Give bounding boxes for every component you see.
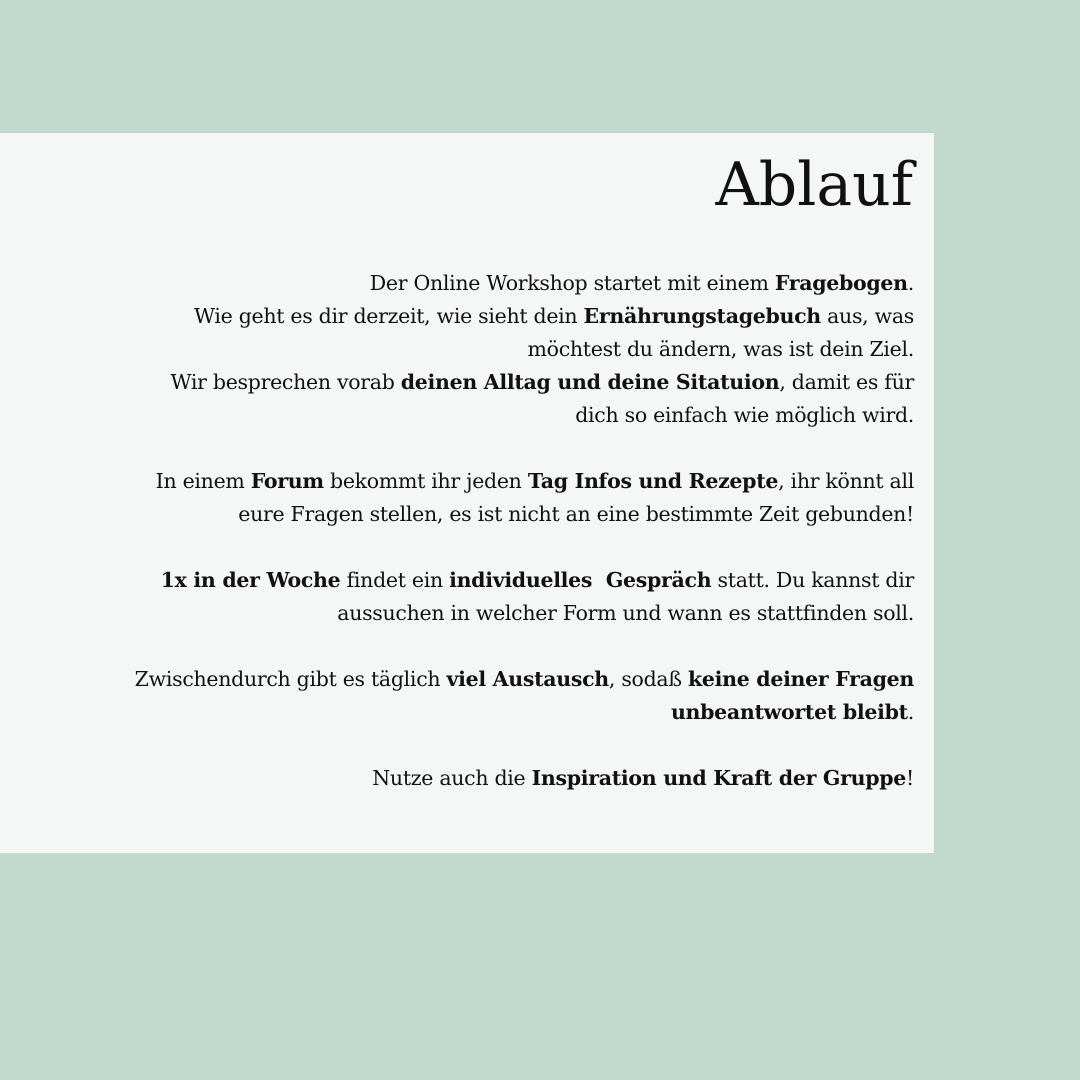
- text-run: Wie geht es dir derzeit, wie sieht dein: [193, 304, 584, 328]
- text-run: , sodaß: [608, 667, 688, 691]
- text-line: [34, 366, 914, 399]
- paragraph-weekly-talk: [34, 564, 914, 630]
- text-run: , ihr könnt all: [778, 469, 914, 493]
- bold-text-run: deinen Alltag und deine Sitatuion: [400, 370, 780, 394]
- body-text: [34, 267, 914, 795]
- text-run: Zwischendurch gibt es täglich: [134, 667, 447, 691]
- text-run: aussuchen in welcher Form und wann es stattfinden soll.: [337, 601, 914, 625]
- text-run: dich so einfach wie möglich wird.: [575, 403, 914, 427]
- text-run: In einem: [155, 469, 251, 493]
- text-line: [34, 663, 914, 696]
- paragraph-group: [34, 762, 914, 795]
- text-line: [34, 300, 914, 333]
- text-line: [34, 597, 914, 630]
- text-run: eure Fragen stellen, es ist nicht an eine bestimmte Zeit gebunden!: [238, 502, 914, 526]
- page-title: Ablauf: [715, 150, 913, 220]
- paragraph-exchange: [34, 663, 914, 729]
- text-line: [34, 465, 914, 498]
- text-run: bekommt ihr jeden: [323, 469, 528, 493]
- text-run: möchtest du ändern, was ist dein Ziel.: [527, 337, 914, 361]
- bold-text-run: Inspiration und Kraft der Gruppe: [531, 766, 907, 790]
- text-line: [34, 696, 914, 729]
- bold-text-run: individuelles Gespräch: [449, 568, 712, 592]
- bold-text-run: Fragebogen: [774, 271, 908, 295]
- text-run: statt. Du kannst dir: [711, 568, 914, 592]
- text-run: Nutze auch die: [372, 766, 532, 790]
- text-run: findet ein: [340, 568, 450, 592]
- text-run: Wir besprechen vorab: [170, 370, 401, 394]
- text-line: [34, 399, 914, 432]
- text-line: [34, 762, 914, 795]
- text-run: .: [907, 700, 914, 724]
- bold-text-run: Forum: [250, 469, 324, 493]
- bold-text-run: keine deiner Fragen: [687, 667, 914, 691]
- text-run: , damit es für: [779, 370, 914, 394]
- bold-text-run: viel Austausch: [446, 667, 609, 691]
- paragraph-questionnaire: [34, 267, 914, 432]
- text-run: aus, was: [820, 304, 914, 328]
- text-run: .: [907, 271, 914, 295]
- bold-text-run: Ernährungstagebuch: [583, 304, 821, 328]
- paragraph-forum: [34, 465, 914, 531]
- text-run: Der Online Workshop startet mit einem: [369, 271, 775, 295]
- text-line: [34, 498, 914, 531]
- bold-text-run: unbeantwortet bleibt: [670, 700, 908, 724]
- content-card: [0, 133, 934, 853]
- text-line: [34, 267, 914, 300]
- bold-text-run: Tag Infos und Rezepte: [527, 469, 779, 493]
- text-line: [34, 564, 914, 597]
- bold-text-run: 1x in der Woche: [160, 568, 341, 592]
- text-line: [34, 333, 914, 366]
- text-run: !: [906, 766, 914, 790]
